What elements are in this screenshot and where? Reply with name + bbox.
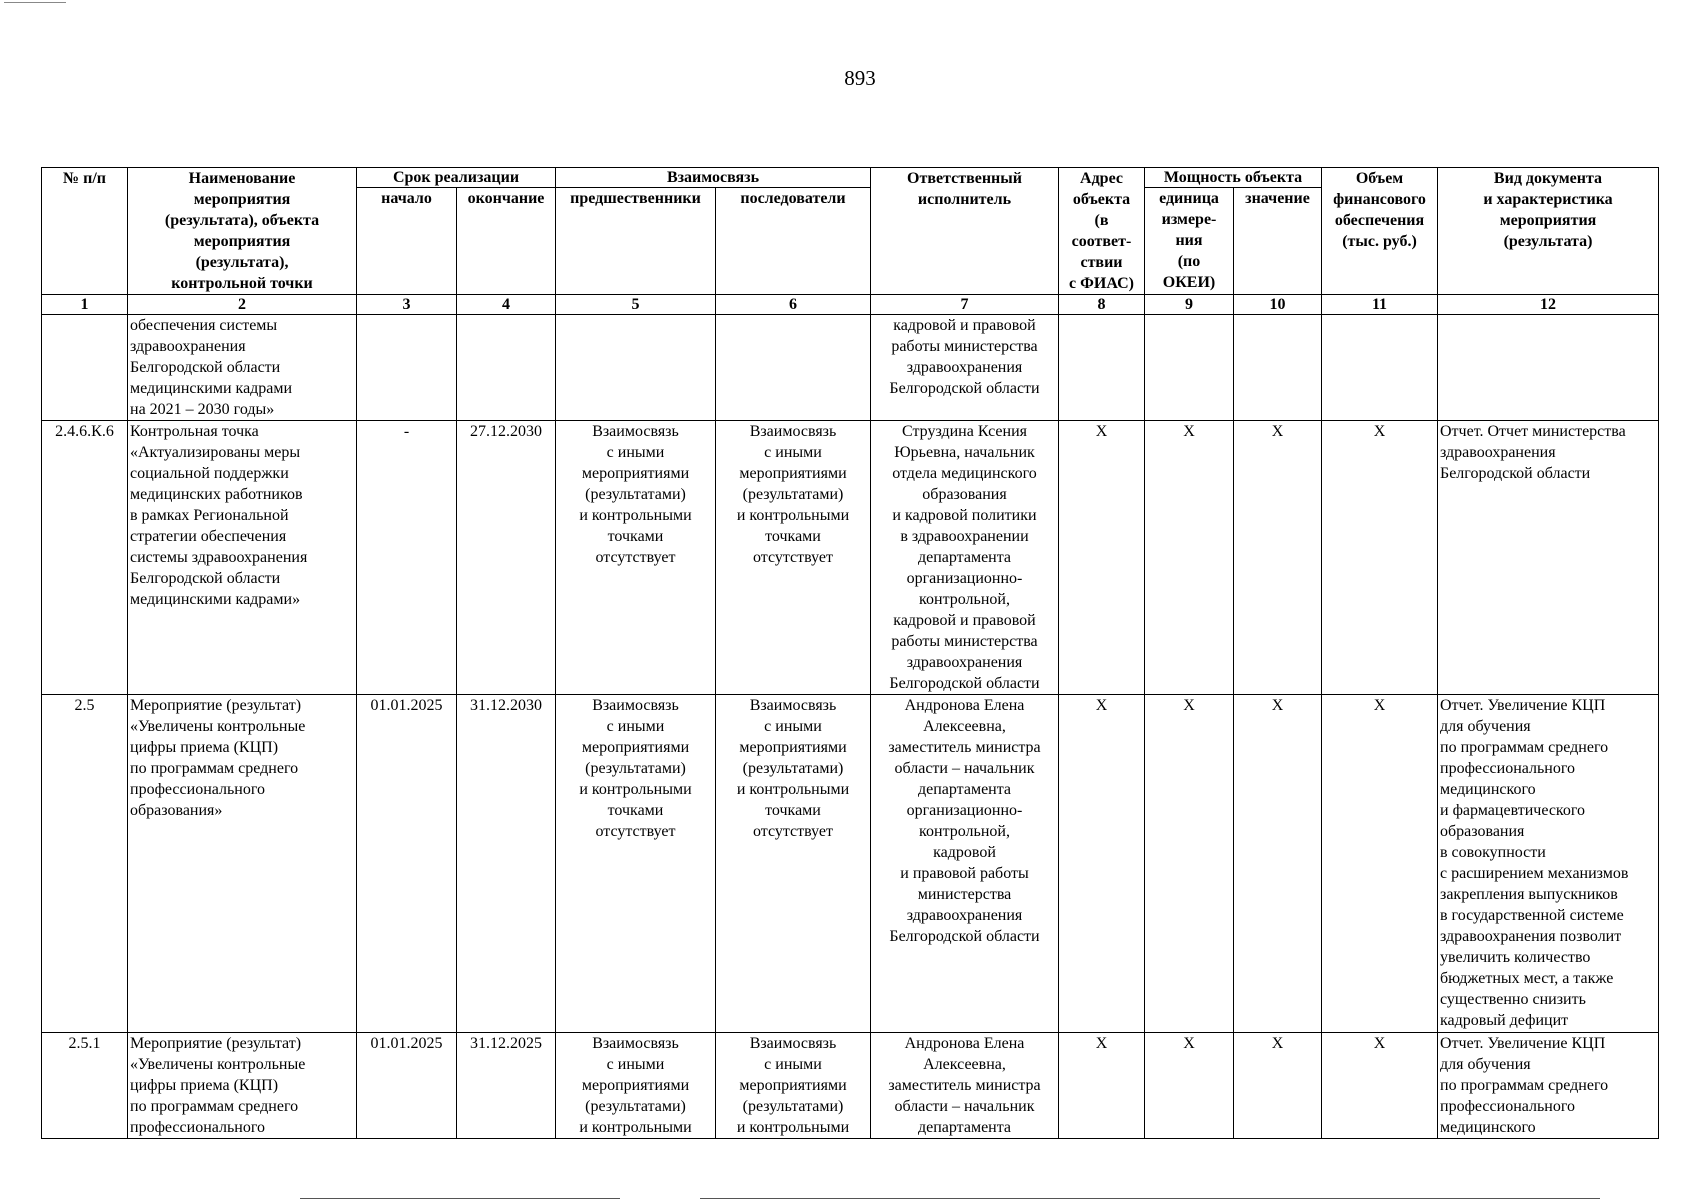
cell-doc bbox=[1438, 315, 1659, 421]
cell-funding bbox=[1322, 315, 1438, 421]
cell-end: 31.12.2025 bbox=[457, 1033, 556, 1139]
cell-name: Контрольная точка «Актуализированы меры социальной поддержки медицинских работников в рамках Региональной стратегии обеспечения системы здравоохранения Белгородской области медицинскими кадрами» bbox=[128, 421, 357, 695]
cell-doc: Отчет. Увеличение КЦП для обучения по программам среднего профессионального медицинского bbox=[1438, 1033, 1659, 1139]
header-name: Наименование мероприятия (результата), объекта мероприятия (результата), контрольной точки bbox=[128, 168, 357, 295]
cell-unit: Х bbox=[1145, 421, 1234, 695]
col-number: 10 bbox=[1234, 295, 1322, 315]
cell-predecessors: Взаимосвязь с иными мероприятиями (результатами) и контрольными точками отсутствует bbox=[556, 421, 716, 695]
cell-unit: Х bbox=[1145, 1033, 1234, 1139]
header-address: Адрес объекта (в соответ- ствии с ФИАС) bbox=[1059, 168, 1145, 295]
cell-doc: Отчет. Отчет министерства здравоохранения Белгородской области bbox=[1438, 421, 1659, 695]
col-number: 3 bbox=[357, 295, 457, 315]
page-number: 893 bbox=[844, 66, 876, 90]
col-number: 4 bbox=[457, 295, 556, 315]
cell-num: 2.4.6.К.6 bbox=[42, 421, 128, 695]
col-number: 2 bbox=[128, 295, 357, 315]
col-number: 9 bbox=[1145, 295, 1234, 315]
table-row bbox=[42, 315, 1659, 421]
col-number: 1 bbox=[42, 295, 128, 315]
header-row-1 bbox=[42, 168, 1659, 188]
header-end: окончание bbox=[457, 188, 556, 295]
cell-responsible: Струздина Ксения Юрьевна, начальник отдела медицинского образования и кадровой политики в здравоохранении департамента организационно- контрольной, кадровой и правовой работы министерства здравоохранения Белгородской области bbox=[871, 421, 1059, 695]
cell-num bbox=[42, 315, 128, 421]
col-number: 12 bbox=[1438, 295, 1659, 315]
header-value: значение bbox=[1234, 188, 1322, 295]
cell-value: Х bbox=[1234, 1033, 1322, 1139]
cell-address: Х bbox=[1059, 1033, 1145, 1139]
cell-funding: Х bbox=[1322, 421, 1438, 695]
cell-successors: Взаимосвязь с иными мероприятиями (результатами) и контрольными точками отсутствует bbox=[716, 695, 871, 1033]
header-period: Срок реализации bbox=[357, 168, 556, 188]
plan-table bbox=[41, 167, 1659, 1139]
bottom-line bbox=[300, 1198, 620, 1199]
cell-predecessors bbox=[556, 315, 716, 421]
header-start: начало bbox=[357, 188, 457, 295]
cell-value bbox=[1234, 315, 1322, 421]
cell-responsible: Андронова Елена Алексеевна, заместитель министра области – начальник департамента организационно- контрольной, кадровой и правовой работы министерства здравоохранения Белгородской области bbox=[871, 695, 1059, 1033]
cell-address bbox=[1059, 315, 1145, 421]
cell-end: 31.12.2030 bbox=[457, 695, 556, 1033]
header-responsible: Ответственный исполнитель bbox=[871, 168, 1059, 295]
header-num: № п/п bbox=[42, 168, 128, 295]
header-predecessors: предшественники bbox=[556, 188, 716, 295]
cell-responsible: кадровой и правовой работы министерства здравоохранения Белгородской области bbox=[871, 315, 1059, 421]
cell-start: 01.01.2025 bbox=[357, 1033, 457, 1139]
table-row bbox=[42, 1033, 1659, 1139]
col-number: 5 bbox=[556, 295, 716, 315]
top-edge-line bbox=[4, 2, 66, 3]
header-unit: единица измере- ния (по ОКЕИ) bbox=[1145, 188, 1234, 295]
cell-name: Мероприятие (результат) «Увеличены контрольные цифры приема (КЦП) по программам среднего профессионального bbox=[128, 1033, 357, 1139]
cell-value: Х bbox=[1234, 695, 1322, 1033]
cell-value: Х bbox=[1234, 421, 1322, 695]
header-doc-type: Вид документа и характеристика мероприятия (результата) bbox=[1438, 168, 1659, 295]
cell-name: Мероприятие (результат) «Увеличены контрольные цифры приема (КЦП) по программам среднего профессионального образования» bbox=[128, 695, 357, 1033]
cell-responsible: Андронова Елена Алексеевна, заместитель министра области – начальник департамента bbox=[871, 1033, 1059, 1139]
cell-start bbox=[357, 315, 457, 421]
bottom-line bbox=[700, 1198, 1600, 1199]
cell-name: обеспечения системы здравоохранения Белгородской области медицинскими кадрами на 2021 – 2030 годы» bbox=[128, 315, 357, 421]
cell-end bbox=[457, 315, 556, 421]
header-successors: последователи bbox=[716, 188, 871, 295]
col-number: 8 bbox=[1059, 295, 1145, 315]
col-number: 7 bbox=[871, 295, 1059, 315]
table-row bbox=[42, 695, 1659, 1033]
col-number: 11 bbox=[1322, 295, 1438, 315]
cell-successors: Взаимосвязь с иными мероприятиями (результатами) и контрольными bbox=[716, 1033, 871, 1139]
cell-num: 2.5 bbox=[42, 695, 128, 1033]
column-number-row bbox=[42, 295, 1659, 315]
header-funding: Объем финансового обеспечения (тыс. руб.) bbox=[1322, 168, 1438, 295]
table-row bbox=[42, 421, 1659, 695]
cell-num: 2.5.1 bbox=[42, 1033, 128, 1139]
header-relation: Взаимосвязь bbox=[556, 168, 871, 188]
cell-end: 27.12.2030 bbox=[457, 421, 556, 695]
cell-address: Х bbox=[1059, 695, 1145, 1033]
cell-funding: Х bbox=[1322, 1033, 1438, 1139]
cell-successors: Взаимосвязь с иными мероприятиями (результатами) и контрольными точками отсутствует bbox=[716, 421, 871, 695]
cell-predecessors: Взаимосвязь с иными мероприятиями (результатами) и контрольными bbox=[556, 1033, 716, 1139]
cell-funding: Х bbox=[1322, 695, 1438, 1033]
cell-start: 01.01.2025 bbox=[357, 695, 457, 1033]
cell-successors bbox=[716, 315, 871, 421]
cell-address: Х bbox=[1059, 421, 1145, 695]
cell-doc: Отчет. Увеличение КЦП для обучения по программам среднего профессионального медицинского и фармацевтического образования в совокупности с расширением механизмов закрепления выпускников в государственной системе здравоохранения позволит увеличить количество бюджетных мест, а также существенно снизить кадровый дефицит bbox=[1438, 695, 1659, 1033]
cell-predecessors: Взаимосвязь с иными мероприятиями (результатами) и контрольными точками отсутствует bbox=[556, 695, 716, 1033]
cell-start: - bbox=[357, 421, 457, 695]
header-capacity: Мощность объекта bbox=[1145, 168, 1322, 188]
cell-unit bbox=[1145, 315, 1234, 421]
cell-unit: Х bbox=[1145, 695, 1234, 1033]
col-number: 6 bbox=[716, 295, 871, 315]
